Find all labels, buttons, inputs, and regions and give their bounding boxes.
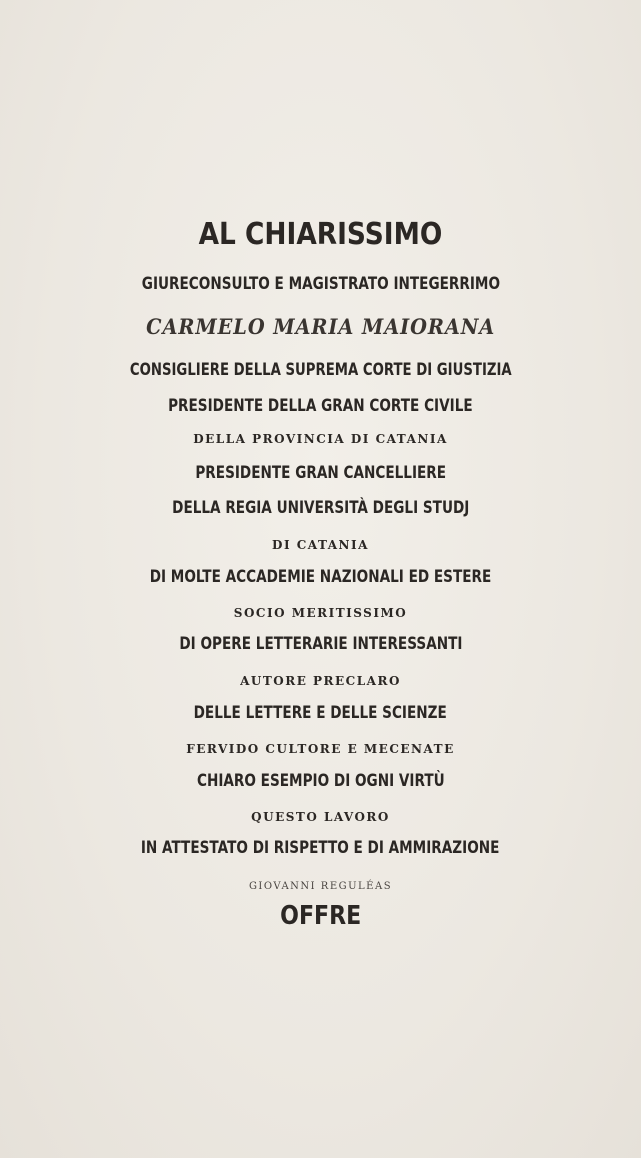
dedication-heading: AL CHIARISSIMO xyxy=(198,217,443,252)
line-8-row xyxy=(0,537,641,553)
line-13-row xyxy=(0,705,641,722)
line-4-row xyxy=(0,398,641,415)
line-1-row xyxy=(0,276,641,293)
dedication-line-16: QUESTO LAVORO xyxy=(251,810,390,824)
dedication-line-8: DI CATANIA xyxy=(272,538,369,552)
dedication-line-3: CONSIGLIERE DELLA SUPREMA CORTE DI GIUSTIZIA xyxy=(129,360,512,380)
dedication-line-10: SOCIO MERITISSIMO xyxy=(233,606,408,620)
line-11-row xyxy=(0,636,641,653)
line-17-row xyxy=(0,840,641,857)
dedication-line-14: FERVIDO CULTORE E MECENATE xyxy=(186,742,455,756)
closing-row xyxy=(0,903,641,929)
line-7-row xyxy=(0,500,641,517)
dedication-heading-row xyxy=(0,217,641,252)
line-12-row xyxy=(0,673,641,689)
author-name: GIOVANNI REGULÉAS xyxy=(248,881,393,892)
dedication-line-5: DELLA PROVINCIA DI CATANIA xyxy=(193,432,448,446)
dedication-line-6: PRESIDENTE GRAN CANCELLIERE xyxy=(195,463,446,483)
line-14-row xyxy=(0,741,641,757)
line-10-row xyxy=(0,605,641,621)
line-5-row xyxy=(0,431,641,447)
line-3-row xyxy=(0,362,641,379)
line-9-row xyxy=(0,569,641,586)
author-row xyxy=(0,877,641,893)
dedication-line-7: DELLA REGIA UNIVERSITÀ DEGLI STUDJ xyxy=(171,498,470,518)
dedication-line-12: AUTORE PRECLARO xyxy=(240,674,401,688)
dedication-line-13: DELLE LETTERE E DELLE SCIENZE xyxy=(193,703,448,723)
honoree-name: CARMELO MARIA MAIORANA xyxy=(145,314,496,339)
closing-word: OFFRE xyxy=(279,901,362,931)
line-16-row xyxy=(0,809,641,825)
dedication-line-4: PRESIDENTE DELLA GRAN CORTE CIVILE xyxy=(168,396,473,416)
name-row xyxy=(0,316,641,338)
line-6-row xyxy=(0,465,641,482)
line-15-row xyxy=(0,773,641,790)
dedication-line-9: DI MOLTE ACCADEMIE NAZIONALI ED ESTERE xyxy=(149,567,492,587)
dedication-line-1: GIURECONSULTO E MAGISTRATO INTEGERRIMO xyxy=(141,274,500,294)
dedication-line-15: CHIARO ESEMPIO DI OGNI VIRTÙ xyxy=(196,771,445,791)
dedication-line-11: DI OPERE LETTERARIE INTERESSANTI xyxy=(178,634,463,654)
dedication-line-17: IN ATTESTATO DI RISPETTO E DI AMMIRAZIONE xyxy=(141,838,500,858)
